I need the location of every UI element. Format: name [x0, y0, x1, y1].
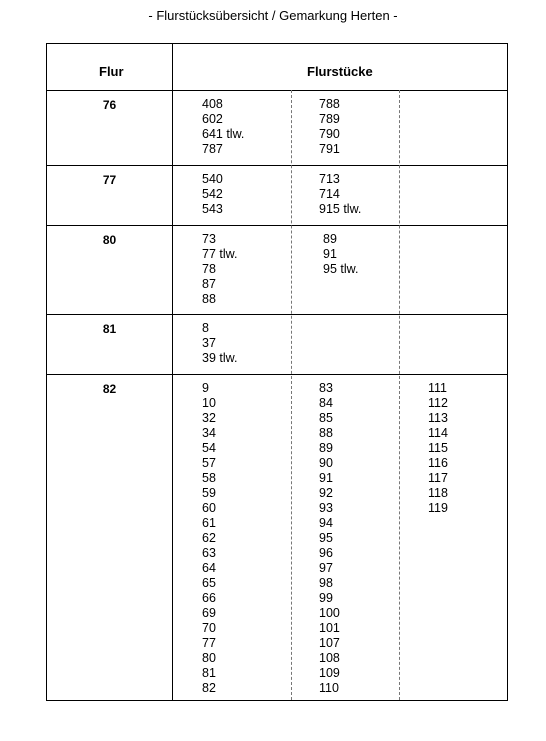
parcel-list: 111 112 113 114 115 116 117 118 119 [428, 381, 448, 515]
header-flurstuecke: Flurstücke [307, 64, 373, 79]
parcel-list: 8 37 39 tlw. [202, 321, 238, 365]
column-divider [172, 44, 173, 700]
parcel-list: 540 542 543 [202, 172, 223, 216]
parcel-list: 83 84 85 88 89 90 91 92 93 94 95 96 97 98 99 100 101 107 108 109 110 [319, 381, 340, 695]
flur-number: 77 [102, 173, 117, 187]
row-divider [47, 165, 507, 166]
header-flur: Flur [99, 64, 124, 79]
row-divider [47, 314, 507, 315]
flur-number: 81 [102, 322, 117, 336]
row-divider [47, 225, 507, 226]
flur-number: 76 [102, 98, 117, 112]
row-divider [47, 374, 507, 375]
parcel-list: 9 10 32 34 54 57 58 59 60 61 62 63 64 65 66 69 70 77 80 81 82 [202, 381, 216, 695]
flur-number: 80 [102, 233, 117, 247]
parcel-list: 788 789 790 791 [319, 97, 340, 156]
page-title: - Flurstücksübersicht / Gemarkung Herten - [148, 8, 398, 23]
parcel-table [46, 43, 508, 701]
flur-number: 82 [102, 382, 117, 396]
row-divider [47, 90, 507, 91]
parcel-list: 73 77 tlw. 78 87 88 [202, 232, 238, 306]
parcel-list: 89 91 95 tlw. [323, 232, 359, 276]
parcel-list: 408 602 641 tlw. 787 [202, 97, 245, 156]
parcel-list: 713 714 915 tlw. [319, 172, 362, 216]
column-separator [399, 90, 400, 700]
column-separator [291, 90, 292, 700]
